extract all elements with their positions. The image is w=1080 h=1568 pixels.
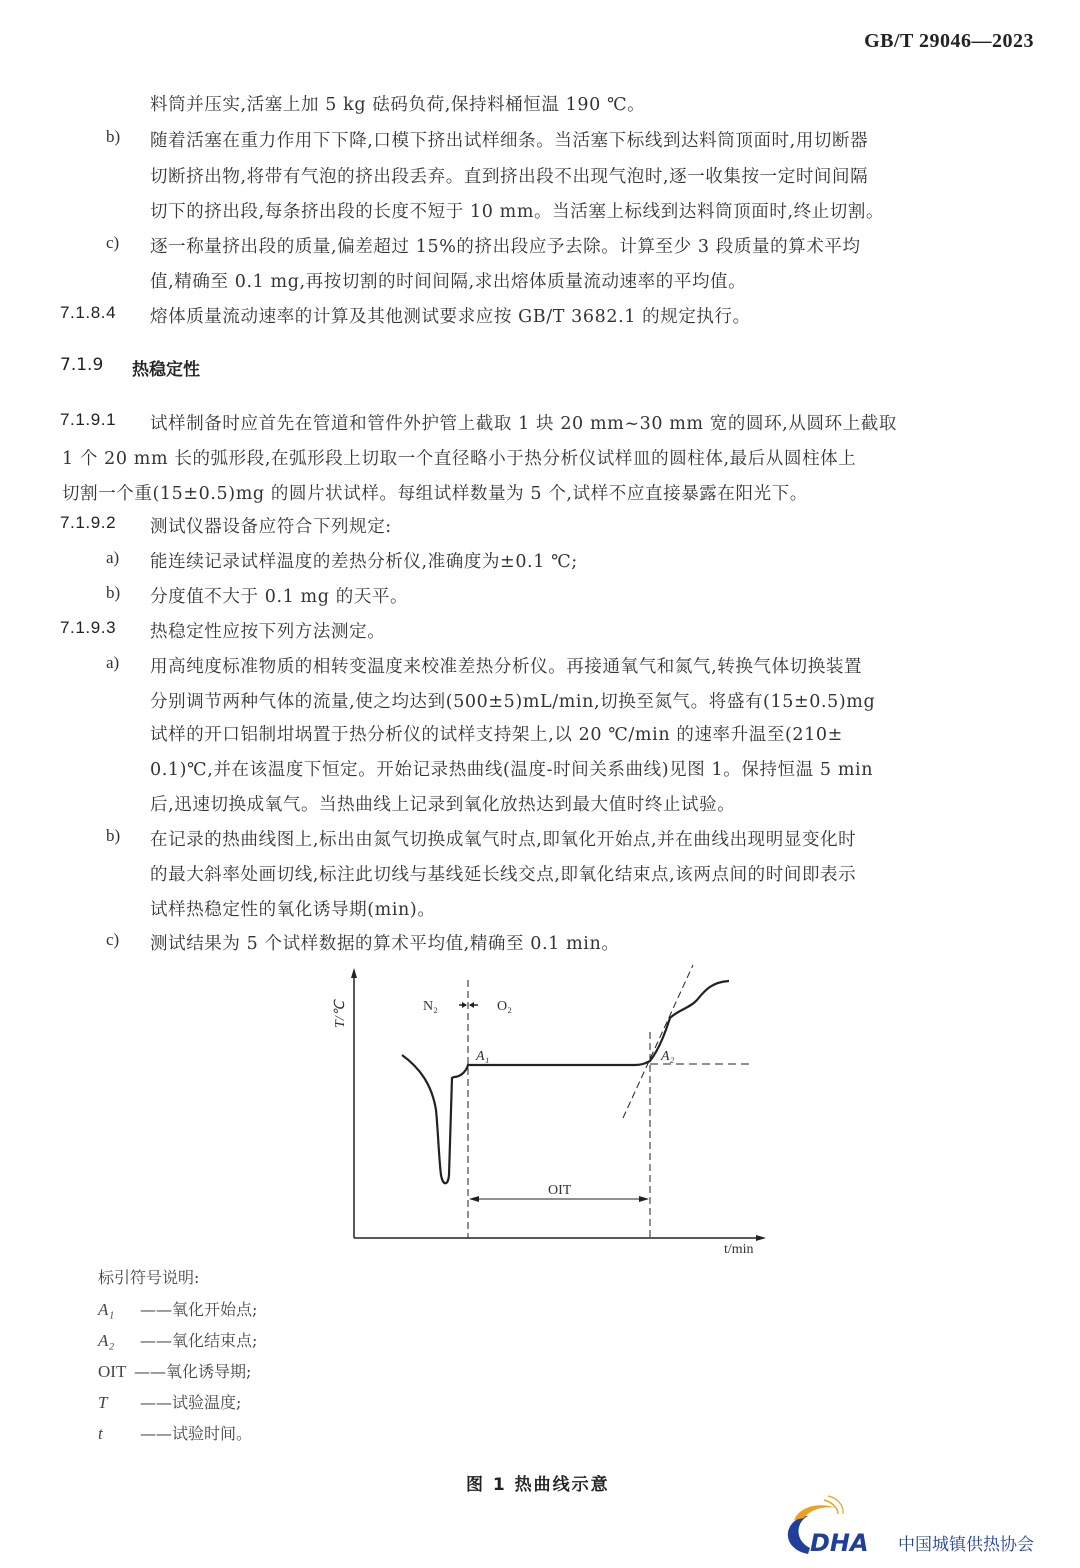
o2-label: O₂ — [497, 999, 512, 1014]
legend-desc: ——氧化结束点; — [140, 1331, 258, 1350]
list-label: b) — [106, 583, 121, 602]
logo-mark-text: DHA — [810, 1529, 869, 1557]
paragraph-line: 切割一个重(15±0.5)mg 的圆片状试样。每组试样数量为 5 个,试样不应直接暴露在阳光下。 — [62, 484, 808, 504]
paragraph-line: 后,迅速切换成氧气。当热曲线上记录到氧化放热达到最大值时终止试验。 — [150, 795, 736, 815]
o2-arrow-icon — [469, 1002, 474, 1008]
paragraph-line: 测试仪器设备应符合下列规定: — [150, 517, 392, 537]
oit-label: OIT — [548, 1183, 572, 1198]
cdha-logo — [780, 1492, 1070, 1562]
paragraph-line: 熔体质量流动速率的计算及其他测试要求应按 GB/T 3682.1 的规定执行。 — [150, 307, 751, 327]
legend-desc: ——试验时间。 — [140, 1424, 253, 1443]
paragraph-line: 随着活塞在重力作用下下降,口模下挤出试样细条。当活塞下标线到达料筒顶面时,用切断器 — [150, 131, 869, 151]
paragraph-line: 能连续记录试样温度的差热分析仪,准确度为±0.1 ℃; — [150, 552, 578, 572]
paragraph-line: 0.1)℃,并在该温度下恒定。开始记录热曲线(温度-时间关系曲线)见图 1。保持恒温 5 min — [150, 760, 874, 780]
oit-right-arrow-icon — [639, 1196, 649, 1202]
paragraph-line: 热稳定性应按下列方法测定。 — [150, 622, 386, 642]
legend-symbol: t — [98, 1424, 103, 1443]
paragraph-line: 的最大斜率处画切线,标注此切线与基线延长线交点,即氧化结束点,该两点间的时间即表示 — [150, 865, 857, 885]
legend-symbol: A₁ — [98, 1300, 115, 1319]
list-label: a) — [106, 653, 120, 672]
n2-label: N₂ — [423, 999, 438, 1014]
oit-left-arrow-icon — [469, 1196, 479, 1202]
paragraph-line: 试样的开口铝制坩埚置于热分析仪的试样支持架上,以 20 ℃/min 的速率升温至(210± — [150, 725, 843, 745]
legend-item — [98, 1390, 241, 1413]
y-axis-label: T/℃ — [333, 1000, 348, 1028]
standard-code: GB/T 29046—2023 — [864, 30, 1034, 52]
a2-label: A₂ — [661, 1049, 675, 1064]
section-number: 7.1.9.2 — [60, 513, 117, 532]
legend-item — [98, 1359, 251, 1382]
paragraph-line: 试样制备时应首先在管道和管件外护管上截取 1 块 20 mm~30 mm 宽的圆环,从圆环上截取 — [150, 414, 897, 434]
list-label: b) — [106, 127, 121, 146]
section-number: 7.1.8.4 — [60, 303, 117, 322]
paragraph-line: 分别调节两种气体的流量,使之均达到(500±5)mL/min,切换至氮气。将盛有(15±0.5)mg — [150, 692, 876, 712]
tangent-line — [623, 965, 693, 1118]
list-label: c) — [106, 233, 120, 252]
legend-symbol: A₂ — [98, 1331, 115, 1350]
list-label: c) — [106, 930, 120, 949]
paragraph-line: 用高纯度标准物质的相转变温度来校准差热分析仪。再接通氧气和氮气,转换气体切换装置 — [150, 657, 863, 677]
paragraph-line: 1 个 20 mm 长的弧形段,在弧形段上切取一个直径略小于热分析仪试样皿的圆柱体,最后从圆柱体上 — [62, 449, 857, 469]
paragraph-line: 切下的挤出段,每条挤出段的长度不短于 10 mm。当活塞上标线到达料筒顶面时,终止切割。 — [150, 202, 885, 222]
section-number: 7.1.9.3 — [60, 618, 117, 637]
figure-caption: 图 1 热曲线示意 — [466, 1475, 610, 1495]
logo-arc — [794, 1505, 836, 1520]
logo-org-name: 中国城镇供热协会 — [898, 1535, 1034, 1555]
paragraph-line: 分度值不大于 0.1 mg 的天平。 — [150, 587, 409, 607]
legend-title: 标引符号说明: — [98, 1268, 200, 1287]
paragraph-line: 料筒并压实,活塞上加 5 kg 砝码负荷,保持料桶恒温 190 ℃。 — [150, 95, 646, 115]
section-number: 7.1.9.1 — [60, 410, 117, 429]
legend-desc: ——氧化开始点; — [140, 1300, 258, 1319]
legend-item — [98, 1421, 252, 1444]
thermal-curve — [402, 981, 729, 1183]
section-heading: 热稳定性 — [132, 360, 200, 380]
paragraph-line: 测试结果为 5 个试样数据的算术平均值,精确至 0.1 min。 — [150, 934, 620, 954]
a1-label: A₁ — [476, 1049, 490, 1064]
paragraph-line: 切断挤出物,将带有气泡的挤出段丢弃。直到挤出段不出现气泡时,逐一收集按一定时间间隔 — [150, 167, 869, 187]
logo-signal — [828, 1496, 843, 1514]
legend-item — [98, 1328, 257, 1351]
paragraph-line: 试样热稳定性的氧化诱导期(min)。 — [150, 900, 436, 920]
x-axis-label: t/min — [724, 1242, 754, 1257]
paragraph-line: 在记录的热曲线图上,标出由氮气切换成氧气时点,即氧化开始点,并在曲线出现明显变化时 — [150, 830, 857, 850]
legend-item — [98, 1297, 257, 1320]
legend-symbol: T — [98, 1393, 108, 1412]
legend-desc: ——试验温度; — [140, 1393, 242, 1412]
n2-arrow-icon — [462, 1002, 467, 1008]
paragraph-line: 值,精确至 0.1 mg,再按切割的时间间隔,求出熔体质量流动速率的平均值。 — [150, 272, 747, 292]
paragraph-line: 逐一称量挤出段的质量,偏差超过 15%的挤出段应予去除。计算至少 3 段质量的算术平均 — [150, 237, 861, 257]
x-axis-arrow-icon — [756, 1235, 766, 1241]
y-axis-arrow-icon — [351, 968, 357, 978]
thermal-curve-figure — [320, 960, 780, 1260]
logo-c-mark — [788, 1516, 810, 1554]
section-number: 7.1.9 — [60, 355, 104, 375]
legend-desc: ——氧化诱导期; — [134, 1362, 252, 1381]
list-label: a) — [106, 548, 120, 567]
legend-symbol: OIT — [98, 1362, 127, 1381]
list-label: b) — [106, 826, 121, 845]
